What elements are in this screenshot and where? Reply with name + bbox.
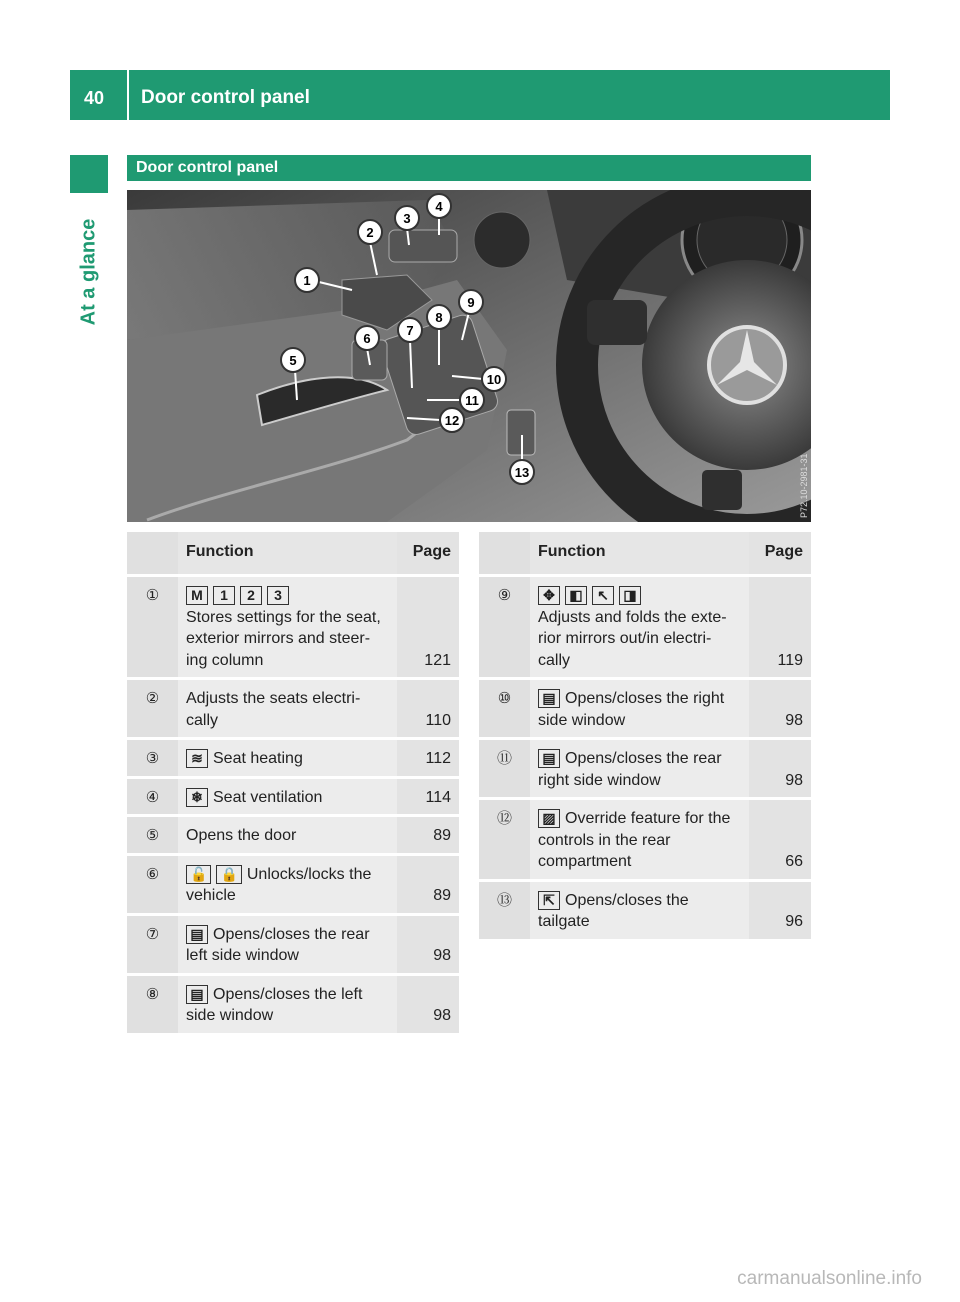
row-function-text: Stores settings for the seat, exterior mirrors and steer-ing column: [186, 608, 381, 669]
table-row: [127, 679, 459, 739]
row-page-ref[interactable]: 119: [749, 576, 811, 679]
row-number: ⑬: [479, 880, 530, 939]
header-num-cell: [127, 531, 178, 576]
table-row: [479, 739, 811, 799]
row-number: ⑫: [479, 799, 530, 881]
button-symbol-icon: 2: [240, 586, 262, 605]
row-number: ①: [127, 576, 178, 679]
callout-2: 2: [366, 225, 374, 240]
button-symbol-icon: ▤: [538, 689, 560, 708]
row-function-text: Seat heating: [213, 750, 303, 767]
image-code: P72.10-2981-31: [799, 453, 809, 518]
button-symbol-icon: ◨: [619, 586, 641, 605]
row-function-text: Override feature for the controls in the rear compartment: [538, 810, 731, 870]
button-symbol-icon: ⇱: [538, 891, 560, 910]
row-function: [178, 739, 397, 778]
row-function-text: Opens/closes the tailgate: [538, 891, 689, 930]
section-title: Door control panel: [136, 159, 279, 176]
row-page-ref[interactable]: 89: [397, 816, 459, 855]
callout-13: 13: [514, 465, 530, 480]
header-page: Page: [749, 531, 811, 576]
row-function: [530, 799, 749, 881]
row-page-ref[interactable]: 98: [749, 739, 811, 799]
row-number: ⑨: [479, 576, 530, 679]
function-table-right: [479, 529, 811, 939]
button-symbol-icon: ▨: [538, 809, 560, 828]
door-panel-photo: [127, 190, 811, 522]
callout-6: 6: [363, 331, 371, 346]
table-row: [127, 914, 459, 974]
table-row: [479, 679, 811, 739]
row-function-text: Opens/closes the rear right side window: [538, 750, 722, 789]
callout-7: 7: [406, 323, 414, 338]
header-page: Page: [397, 531, 459, 576]
row-page-ref[interactable]: 112: [397, 739, 459, 778]
button-symbol-icon: ❄: [186, 788, 208, 807]
row-function: [178, 854, 397, 914]
table-row: [127, 777, 459, 816]
row-function: [178, 816, 397, 855]
table-row: [479, 880, 811, 939]
row-function-text: Opens/closes the rear left side window: [186, 925, 370, 964]
row-page-ref[interactable]: 66: [749, 799, 811, 881]
row-function-text: Opens the door: [186, 827, 297, 844]
row-page-ref[interactable]: 98: [397, 914, 459, 974]
row-number: ③: [127, 739, 178, 778]
callout-1: 1: [303, 273, 311, 288]
callout-3: 3: [403, 211, 411, 226]
callout-9: 9: [467, 295, 475, 310]
side-label: At a glance: [77, 218, 100, 326]
row-number: ⑩: [479, 679, 530, 739]
button-symbol-icon: 🔒: [216, 865, 241, 884]
button-symbol-icon: ▤: [538, 749, 560, 768]
table-row: [127, 739, 459, 778]
row-function: [178, 679, 397, 739]
header-num-cell: [479, 531, 530, 576]
row-number: ⑧: [127, 974, 178, 1033]
button-symbol-icon: 3: [267, 586, 289, 605]
row-function-text: Opens/closes the right side window: [538, 690, 725, 729]
button-symbol-icon: ▤: [186, 925, 208, 944]
row-page-ref[interactable]: 110: [397, 679, 459, 739]
table-row: [479, 576, 811, 679]
table-row: [127, 576, 459, 679]
row-page-ref[interactable]: 121: [397, 576, 459, 679]
row-page-ref[interactable]: 98: [397, 974, 459, 1033]
header-separator: [127, 70, 129, 120]
button-symbol-icon: ↖: [592, 586, 614, 605]
row-number: ⑦: [127, 914, 178, 974]
row-function: [178, 974, 397, 1033]
row-number: ⑤: [127, 816, 178, 855]
row-function-text: Adjusts the seats electri-cally: [186, 690, 361, 729]
button-symbol-icon: ≋: [186, 749, 208, 768]
function-table-left: [127, 529, 459, 1033]
row-function-text: Opens/closes the left side window: [186, 985, 363, 1024]
row-number: ⑥: [127, 854, 178, 914]
header-function: Function: [530, 531, 749, 576]
row-function: [530, 679, 749, 739]
row-number: ⑪: [479, 739, 530, 799]
row-page-ref[interactable]: 96: [749, 880, 811, 939]
button-symbol-icon: M: [186, 586, 208, 605]
row-number: ②: [127, 679, 178, 739]
button-symbol-icon: 1: [213, 586, 235, 605]
callout-8: 8: [435, 310, 443, 325]
page-number: 40: [84, 88, 105, 108]
callout-11: 11: [465, 393, 479, 408]
row-function-text: Seat ventilation: [213, 788, 323, 806]
callout-4: 4: [435, 199, 443, 214]
row-function: [178, 777, 397, 816]
row-number: ④: [127, 777, 178, 816]
table-row: [127, 816, 459, 855]
callout-5: 5: [289, 353, 297, 368]
watermark: carmanualsonline.info: [737, 1268, 922, 1289]
row-function-text: Unlocks/locks the vehicle: [186, 865, 372, 904]
row-page-ref[interactable]: 98: [749, 679, 811, 739]
button-symbol-icon: 🔓: [186, 865, 211, 884]
callout-12: 12: [444, 413, 460, 428]
row-function: [178, 914, 397, 974]
row-function: [530, 880, 749, 939]
row-function: [178, 576, 397, 679]
button-symbol-icon: ▤: [186, 985, 208, 1004]
callout-10: 10: [486, 372, 502, 387]
row-function-text: Adjusts and folds the exte-rior mirrors out/in electri-cally: [538, 608, 727, 669]
header-function: Function: [178, 531, 397, 576]
table-row: [127, 974, 459, 1033]
table-row: [127, 854, 459, 914]
page-title: Door control panel: [141, 87, 310, 108]
row-function: [530, 739, 749, 799]
table-row: [479, 799, 811, 881]
side-tab: [70, 155, 108, 193]
row-page-ref[interactable]: 114: [397, 777, 459, 816]
button-symbol-icon: ✥: [538, 586, 560, 605]
row-page-ref[interactable]: 89: [397, 854, 459, 914]
button-symbol-icon: ◧: [565, 586, 587, 605]
row-function: [530, 576, 749, 679]
